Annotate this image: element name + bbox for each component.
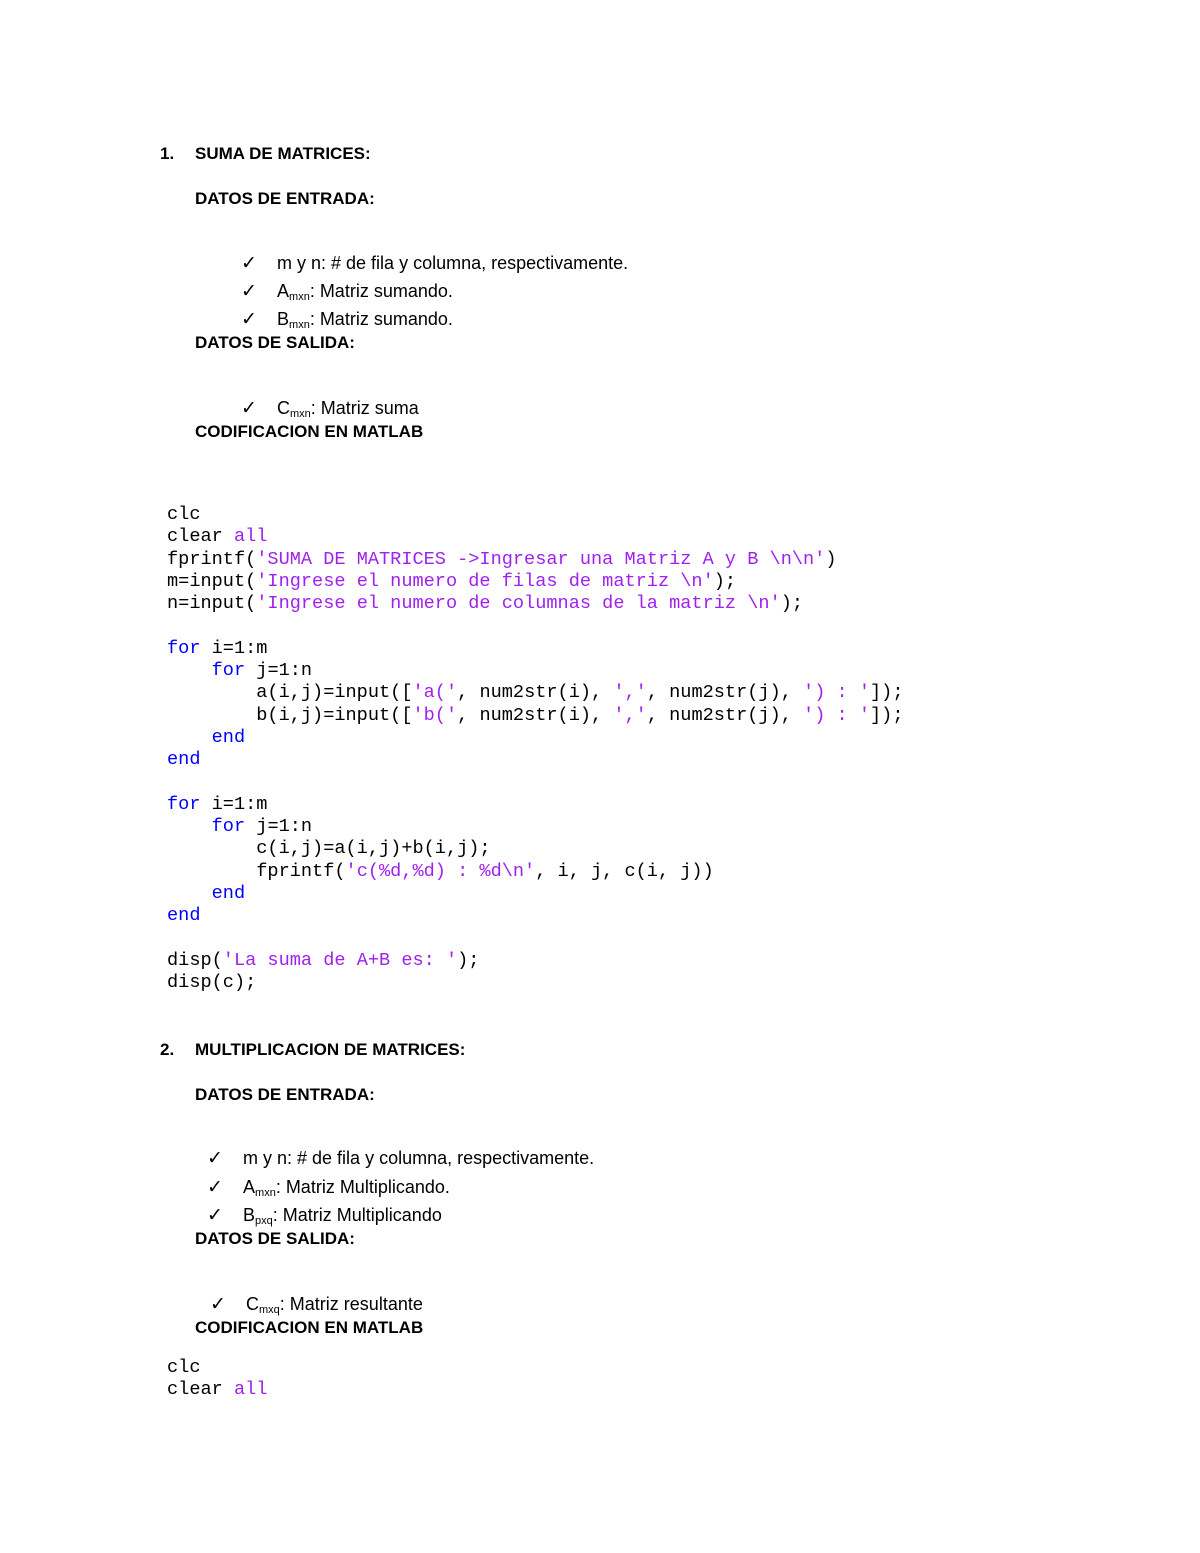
code-text — [167, 727, 212, 748]
section-1-input-item — [231, 287, 453, 331]
code-text: , num2str(i), — [457, 704, 614, 726]
code-keyword: end — [167, 749, 201, 771]
section-1-inputs-heading: DATOS DE ENTRADA: — [195, 189, 375, 208]
code-keyword: end — [211, 726, 246, 748]
code-text: ); — [713, 570, 737, 592]
code-text: , i, j, c(i, j)) — [535, 860, 714, 882]
code-line — [167, 571, 903, 593]
section-1-outputs-heading: DATOS DE SALIDA: — [195, 333, 355, 352]
checkmark-icon: ✓ — [207, 1205, 223, 1226]
bullet-rest: : Matriz sumando. — [309, 281, 453, 301]
bullet-rest: : Matriz Multiplicando — [272, 1205, 442, 1225]
section-2-input-item — [197, 1183, 442, 1227]
code-line — [167, 749, 903, 771]
code-string: 'SUMA DE MATRICES ->Ingresar una Matriz A y B \n\n' — [256, 548, 826, 570]
bullet-text: B — [243, 1205, 256, 1225]
section-2-title: MULTIPLICACION DE MATRICES: — [195, 1040, 466, 1059]
code-line — [167, 1357, 267, 1379]
bullet-subscript: mxn — [289, 291, 310, 303]
code-string: ') : ' — [803, 682, 870, 704]
code-line — [167, 549, 903, 571]
bullet-subscript: mxq — [259, 1304, 280, 1316]
bullet-rest: : Matriz Multiplicando. — [275, 1177, 450, 1197]
code-keyword: for — [211, 816, 246, 838]
bullet-text: m y n: # de fila y columna, respectivamente. — [243, 1148, 595, 1168]
bullet-rest: : Matriz suma — [310, 398, 419, 418]
code-text: n=input( — [167, 593, 257, 615]
bullet-text: C — [246, 1294, 260, 1314]
bullet-text: B — [277, 309, 290, 329]
section-1-number: 1. — [160, 144, 175, 163]
code-line — [167, 638, 903, 660]
code-line — [167, 794, 903, 816]
code-line — [167, 950, 903, 972]
code-text: fprintf( — [167, 860, 346, 882]
checkmark-icon: ✓ — [210, 1294, 226, 1315]
code-line — [167, 772, 903, 794]
code-line — [167, 526, 903, 548]
code-text: clc — [167, 504, 201, 525]
code-text: i=1:m — [200, 637, 268, 659]
section-2-outputs-heading: DATOS DE SALIDA: — [195, 1229, 355, 1248]
code-text — [167, 816, 212, 837]
code-line — [167, 1379, 267, 1401]
code-keyword: for — [167, 793, 201, 815]
code-text: , num2str(j), — [646, 682, 804, 704]
code-text: m=input( — [167, 570, 257, 592]
code-text: clear — [167, 1379, 234, 1401]
bullet-text: A — [243, 1177, 256, 1197]
code-line — [167, 593, 903, 615]
code-keyword: for — [211, 660, 246, 682]
checkmark-icon: ✓ — [241, 253, 257, 274]
bullet-text: C — [277, 398, 291, 418]
code-text: clear — [167, 526, 234, 548]
matlab-code-block — [167, 504, 903, 995]
code-line — [167, 682, 903, 704]
code-line — [167, 861, 903, 883]
code-line — [167, 615, 903, 637]
code-string: ') : ' — [803, 704, 870, 726]
bullet-text: m y n: # de fila y columna, respectivamente. — [277, 253, 629, 273]
code-text: fprintf( — [167, 548, 257, 570]
checkmark-icon: ✓ — [241, 281, 257, 302]
code-string: 'Ingrese el numero de filas de matriz \n' — [256, 570, 714, 592]
bullet-subscript: mxn — [255, 1187, 276, 1199]
bullet-rest: : Matriz resultante — [279, 1294, 423, 1314]
code-line — [167, 838, 903, 860]
code-keyword: end — [167, 905, 201, 927]
code-text: j=1:n — [245, 816, 313, 838]
code-text: ); — [457, 949, 480, 971]
matlab-code-block — [167, 1357, 267, 1402]
code-text: ]); — [870, 682, 904, 704]
code-text: disp(c); — [167, 972, 257, 994]
bullet-rest: : Matriz sumando. — [309, 309, 453, 329]
bullet-subscript: mxn — [290, 408, 311, 420]
section-1-output-item — [231, 376, 419, 420]
code-text: c(i,j)=a(i,j)+b(i,j); — [167, 838, 491, 860]
code-string: ',' — [613, 682, 647, 704]
code-line — [167, 504, 903, 526]
section-1-code-heading: CODIFICACION EN MATLAB — [195, 422, 424, 441]
code-text: i=1:m — [200, 793, 268, 815]
code-line — [167, 705, 903, 727]
code-text: a(i,j)=input([ — [167, 682, 413, 704]
checkmark-icon: ✓ — [207, 1148, 223, 1169]
code-text: clc — [167, 1357, 201, 1378]
code-line — [167, 816, 903, 838]
checkmark-icon: ✓ — [241, 309, 257, 330]
code-keyword: end — [211, 883, 246, 905]
code-string: 'b(' — [412, 704, 458, 726]
bullet-subscript: mxn — [289, 319, 310, 331]
code-text: , num2str(i), — [457, 682, 614, 704]
code-line — [167, 905, 903, 927]
section-2-output-item — [200, 1272, 423, 1316]
section-2-inputs-heading: DATOS DE ENTRADA: — [195, 1085, 375, 1104]
code-text: b(i,j)=input([ — [167, 704, 413, 726]
code-string: 'Ingrese el numero de columnas de la matriz \n' — [256, 593, 781, 615]
bullet-subscript: pxq — [255, 1215, 273, 1227]
code-line — [167, 660, 903, 682]
section-2-number: 2. — [160, 1040, 175, 1059]
code-string: 'La suma de A+B es: ' — [222, 949, 458, 971]
code-text: , num2str(j), — [646, 704, 804, 726]
code-text: ); — [780, 593, 804, 615]
code-string: all — [233, 1379, 268, 1401]
code-line — [167, 972, 903, 994]
checkmark-icon: ✓ — [207, 1177, 223, 1198]
section-1-title: SUMA DE MATRICES: — [195, 144, 371, 163]
checkmark-icon: ✓ — [241, 398, 257, 419]
code-text: ]); — [870, 704, 904, 726]
code-text: disp( — [167, 949, 223, 971]
code-text: j=1:n — [245, 660, 313, 682]
code-keyword: for — [167, 637, 201, 659]
code-string: all — [233, 526, 268, 548]
code-string: 'a(' — [412, 682, 458, 704]
code-line — [167, 727, 903, 749]
code-text — [167, 883, 212, 904]
code-string: 'c(%d,%d) : %d\n' — [345, 860, 536, 882]
code-text — [167, 660, 212, 681]
bullet-text: A — [277, 281, 290, 301]
code-text: ) — [825, 548, 837, 570]
section-2-code-heading: CODIFICACION EN MATLAB — [195, 1318, 424, 1337]
code-string: ',' — [613, 704, 647, 726]
code-line — [167, 928, 903, 950]
code-line — [167, 883, 903, 905]
